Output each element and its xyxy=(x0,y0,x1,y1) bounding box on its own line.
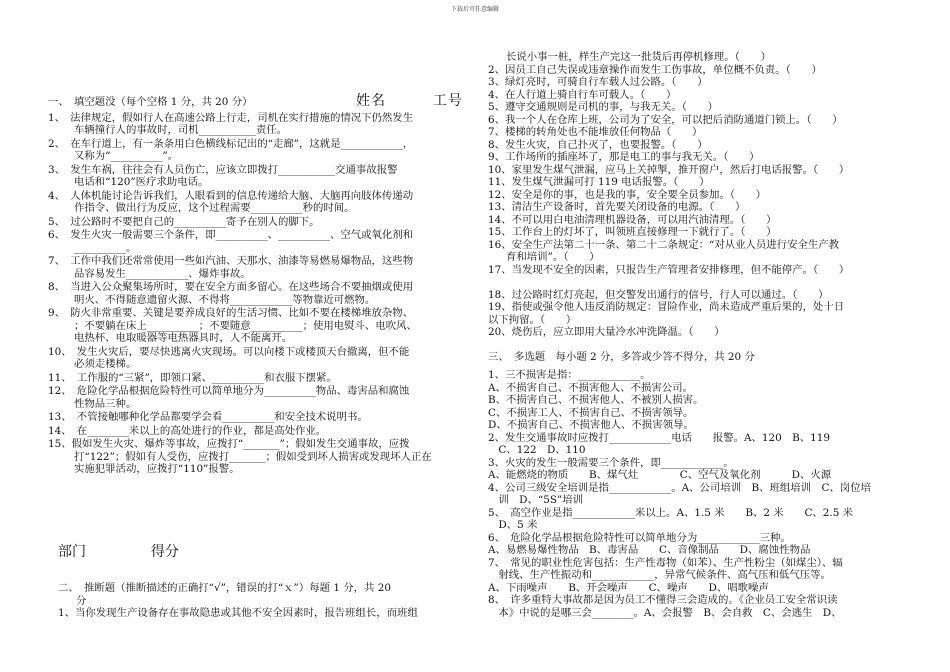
right-column xyxy=(488,51,900,619)
section1-item-line: 必须走楼梯。 xyxy=(74,358,137,370)
section1-item-line: 2、 在车行道上，有一条条用白色横线标记出的“走廊”，这就是____________， xyxy=(48,137,414,150)
section2-item-line: 9、工作场所的插座坏了，那是电工的事与我无关。（ ） xyxy=(488,151,760,163)
section1-item xyxy=(48,372,453,385)
section2-item-line: 6、我一个人在仓库上班，公司为了安全，可以把后消防通道门锁上。（ ） xyxy=(488,113,843,126)
section2-item-line: 3、绿灯亮时，可骑自行车载人过公路。（ ） xyxy=(488,76,708,88)
section1-item-line: 6、 发生火灾一般需要三个条件，即__________、__________、空气或氧化剂和 xyxy=(48,229,414,241)
section1-item xyxy=(48,385,453,410)
section2-item-line: 以下拘留。（ ） xyxy=(488,313,577,326)
section1-item-line: 5、 过公路时不要把自己的__________寄予在别人的脚下。 xyxy=(48,215,320,228)
section1-item-line: 11、 工作服的“三紧”，即领口紧、__________和衣服下摆紧。 xyxy=(48,371,337,384)
section1-item-line: ；不要躺在床上__________；不要随意__________；使用电熨斗、电吹风、 xyxy=(74,319,417,332)
section1-item-line: 3、 发生车祸，往往会有人员伤亡，应该立即拨打___________交通事故报警 xyxy=(48,163,398,176)
section2-items xyxy=(488,51,900,339)
section3-item-line: 8、 许多重特大事故都是因为员工不懂得三会造成的。《企业员工安全常识读 xyxy=(488,594,838,606)
section1-item xyxy=(48,281,453,306)
section1-item-line: 13、 不管接触哪种化学品都要学会看__________和安全技术说明书。 xyxy=(48,411,368,423)
section3-items xyxy=(488,369,900,619)
section1-item-line: 电热杯、电取暖器等电热器具时，人不能离开。 xyxy=(74,332,293,344)
section2-item-line: 13、清洁生产设备时，首先要关闭设备的电源。（ ） xyxy=(488,201,746,213)
section3-item-line: C、122 D、110 xyxy=(488,444,586,456)
section3-item-line: D、不损害自己、不损害他人、不损害领导。 xyxy=(488,419,694,431)
section1-item-line: 车辆撞行人的事故时，司机___________责任。 xyxy=(74,124,288,136)
section1-item-line: 14、 在________米以上的高处进行的作业，都是高处作业。 xyxy=(48,424,327,437)
section2-start xyxy=(58,582,458,620)
section3-item-line: 2、发生交通事故时应拨打____________电话 报警。A、120 B、119 xyxy=(488,431,830,444)
section1-item xyxy=(48,255,453,280)
section2-item-1: 1、当你发现生产设备存在事故隐患或其他不安全因素时，报告班组长，而班组 xyxy=(58,607,418,619)
section1-item-line: 15、假如发生火灾、爆炸等事故，应拨打“_______”；假如发生交通事故，应拨 xyxy=(48,438,410,450)
section1-item xyxy=(48,229,453,254)
section3-item-line: 1、三不损害是指：____________。 xyxy=(488,369,651,381)
section3-item-line: 训 D、“5S”培训 xyxy=(488,494,584,506)
section1-item xyxy=(48,138,453,163)
score-label: 得分 xyxy=(150,544,179,560)
section1-item-line: 9、 防火非常重要、关键是要养成良好的生活习惯、比如不要在楼梯堆放杂物、 xyxy=(48,307,414,319)
section3-title: 三、 多选题 每小题 2 分，多答或少答不得分，共 20 分 xyxy=(488,350,755,363)
section2-item-line: 7、楼梯的转角处也不能堆放任何物品（ ） xyxy=(488,126,703,138)
section1-item xyxy=(48,112,453,137)
section1-items xyxy=(48,112,453,476)
section3-item-line: C、不损害工人、不损害自己、不损害领导。 xyxy=(488,406,694,419)
section3-item-line: 7、 常见的职业性危害包括：生产性毒物（如苯）、生产性粉尘（如煤尘）、辐 xyxy=(488,556,843,569)
section3-item-line: 6、 危险化学品根据危险特性可以简单地分为____________三种。 xyxy=(488,531,791,544)
section2-item-line: 17、当发现不安全的因素，只报告生产管理者安排修理，但不能停产。（ ） xyxy=(488,263,850,276)
dept-score-line xyxy=(58,541,179,561)
section3-item-line: 5、 高空作业是指____________米以上。A、1.5 米 B、2 米 C、2.5 米 xyxy=(488,506,854,519)
section3-item-line: A、不损害自己、不损害他人、不损害公司。 xyxy=(488,381,693,394)
section1-item-line: 品容易发生____________、爆炸事故。 xyxy=(74,267,251,280)
dept-label: 部门 xyxy=(58,544,86,560)
section1-title: 一、 填空题没（每个空格 1 分，共 20 分） xyxy=(48,96,253,108)
section1-item-line: 性物品三种。 xyxy=(74,397,137,410)
section2-item-line: 5、遵守交通规则是司机的事，与我无关。（ ） xyxy=(488,101,719,113)
section1-item-line: 明火、不得随意遗留火源、不得将____________等物靠近可燃物。 xyxy=(74,293,376,306)
section1-item-line: 打“122”；假如有人受伤，应拨打_______；假如受到坏人损害或发现坏人正在 xyxy=(74,450,432,463)
section2-item-line: 14、不可以用白电油清理机器设备，可以用汽油清理。（ ） xyxy=(488,213,777,226)
section2-item-line: 育和培训”。（ ） xyxy=(506,251,600,263)
section3-item-line: 本》中说的是哪三会________。A、会报警 B、会自救 C、会逃生 D、 xyxy=(488,606,842,619)
section1-item xyxy=(48,190,453,215)
section1-item xyxy=(48,425,453,438)
section1-item xyxy=(48,164,453,189)
section3-item-line: A、下雨噪声 B、开会噪声 C、噪声 D、唱歌噪声 xyxy=(488,581,769,594)
section1-item xyxy=(48,438,453,476)
section1-item-line: 4、 人体机能讨论告诉我们，人眼看到的信息传递给大脑、大脑再向肢体传递动 xyxy=(48,189,414,202)
section3-item-line: B、不损害自己、不损害他人、不被别人损害。 xyxy=(488,394,704,406)
section1-item-line: 电话和“120”医疗求助电话。 xyxy=(74,176,209,188)
section1-item xyxy=(48,307,453,345)
section2-item-line: 2、因员工自己失误或违章操作而发生工伤事故，单位概不负责。（ ） xyxy=(488,63,822,76)
section1-item xyxy=(48,411,453,424)
header-note: 下载后可任意编辑 xyxy=(450,6,499,13)
section1-item-line: 7、 工作中我们还常常使用一些如汽油、天那水、油漆等易燃易爆物品，这些物 xyxy=(48,255,414,267)
section3-item-line: A、能燃烧的物质 B、煤气灶 C、空气及氧化剂 D、火源 xyxy=(488,469,832,481)
section1-item-line: 实施犯罪活动，应拨打“110”报警。 xyxy=(74,463,240,475)
section2-item-line: 19、指使或强令他人违反消防规定：冒险作业，尚未造成严重后果的，处十日 xyxy=(488,301,845,313)
section2-item-line xyxy=(488,276,900,289)
section2-title-line1: 二、 推断题（推断描述的正确打“√”，错误的打“ｘ”）每题 1 分，共 20 xyxy=(58,582,391,594)
left-column xyxy=(48,96,453,477)
section2-item-line: 4、在人行道上骑自行车可载人。（ ） xyxy=(488,88,677,101)
section1-item-line: __________。 xyxy=(74,241,137,254)
section2-item-line: 11、发生煤气泄漏可打 119 电话报警。（ ） xyxy=(488,176,710,188)
section3-item-line: 4、公司三级安全培训是指____________。A、公司培训 B、班组培训 C、岗位培 xyxy=(488,481,871,494)
section1-item-line: 10、 发生火灾后，要尽快逃离火灾现场。可以向楼下或楼顶天台撤离，但不能 xyxy=(48,345,410,358)
section2-item-line: 长说小事一桩，样生产完这一批货后再停机修理。（ ） xyxy=(506,51,771,63)
section3-item-line: 3、火灾的发生一般需要三个条件，即____________。 xyxy=(488,456,734,469)
section1-item xyxy=(48,346,453,371)
section1-item-line: 12、 危险化学品根据危险特性可以简单地分为__________物品、毒害品和腐蚀 xyxy=(48,385,410,397)
id-label: 工号 xyxy=(432,93,463,109)
section2-item-line: 16、安全生产法第二十一条、第二十二条规定：“对从业人员进行安全生产教 xyxy=(488,238,840,251)
section3-item-line: 射线、生产性振动和____________，异常气候条件、高气压和低气压等。 xyxy=(488,569,831,581)
section1-item xyxy=(48,216,453,229)
section2-item-line: 8、发生火灾，自己扑灭了，也要报警。（ ） xyxy=(488,138,708,151)
section1-item-line: 又称为“__________”。 xyxy=(74,150,179,162)
name-label: 姓名 xyxy=(356,93,386,109)
section2-item-line: 10、家里发生煤气泄漏，应马上关掉掣，推开窗户，然后打电话报警。（ ） xyxy=(488,163,850,176)
section2-item-line: 12、安全是你的事，也是我的事，安全要全员参加。（ ） xyxy=(488,188,767,201)
section2-item-line: 15、工作台上的灯坏了，叫领班直接修理一下就行了。（ ） xyxy=(488,226,777,238)
section1-item-line: 作指令、做出行为反应，这个过程需要__________秒的时间。 xyxy=(74,202,355,214)
section3-item-line: D、5 米 xyxy=(488,519,538,531)
section2-item-line: 18、过公路时红灯亮起，但交警发出通行的信号，行人可以通过。（ ） xyxy=(488,288,829,301)
section2-title-line2: 分 xyxy=(76,594,87,607)
section2-item-line: 20、烧伤后，应立即用大量冷水冲洗降温。（ ） xyxy=(488,326,725,338)
section1-item-line: 1、 法律规定，假如行人在高速公路上行走，司机在实行措施的情况下仍然发生 xyxy=(48,111,414,124)
section1-item-line: 8、 当进入公众聚集场所时，要在安全方面多留心。在这些场合不要抽烟或使用 xyxy=(48,281,414,293)
section3-item-line: A、易燃易爆性物品 B、毒害品 C、音像制品 D、腐蚀性物品 xyxy=(488,544,811,556)
